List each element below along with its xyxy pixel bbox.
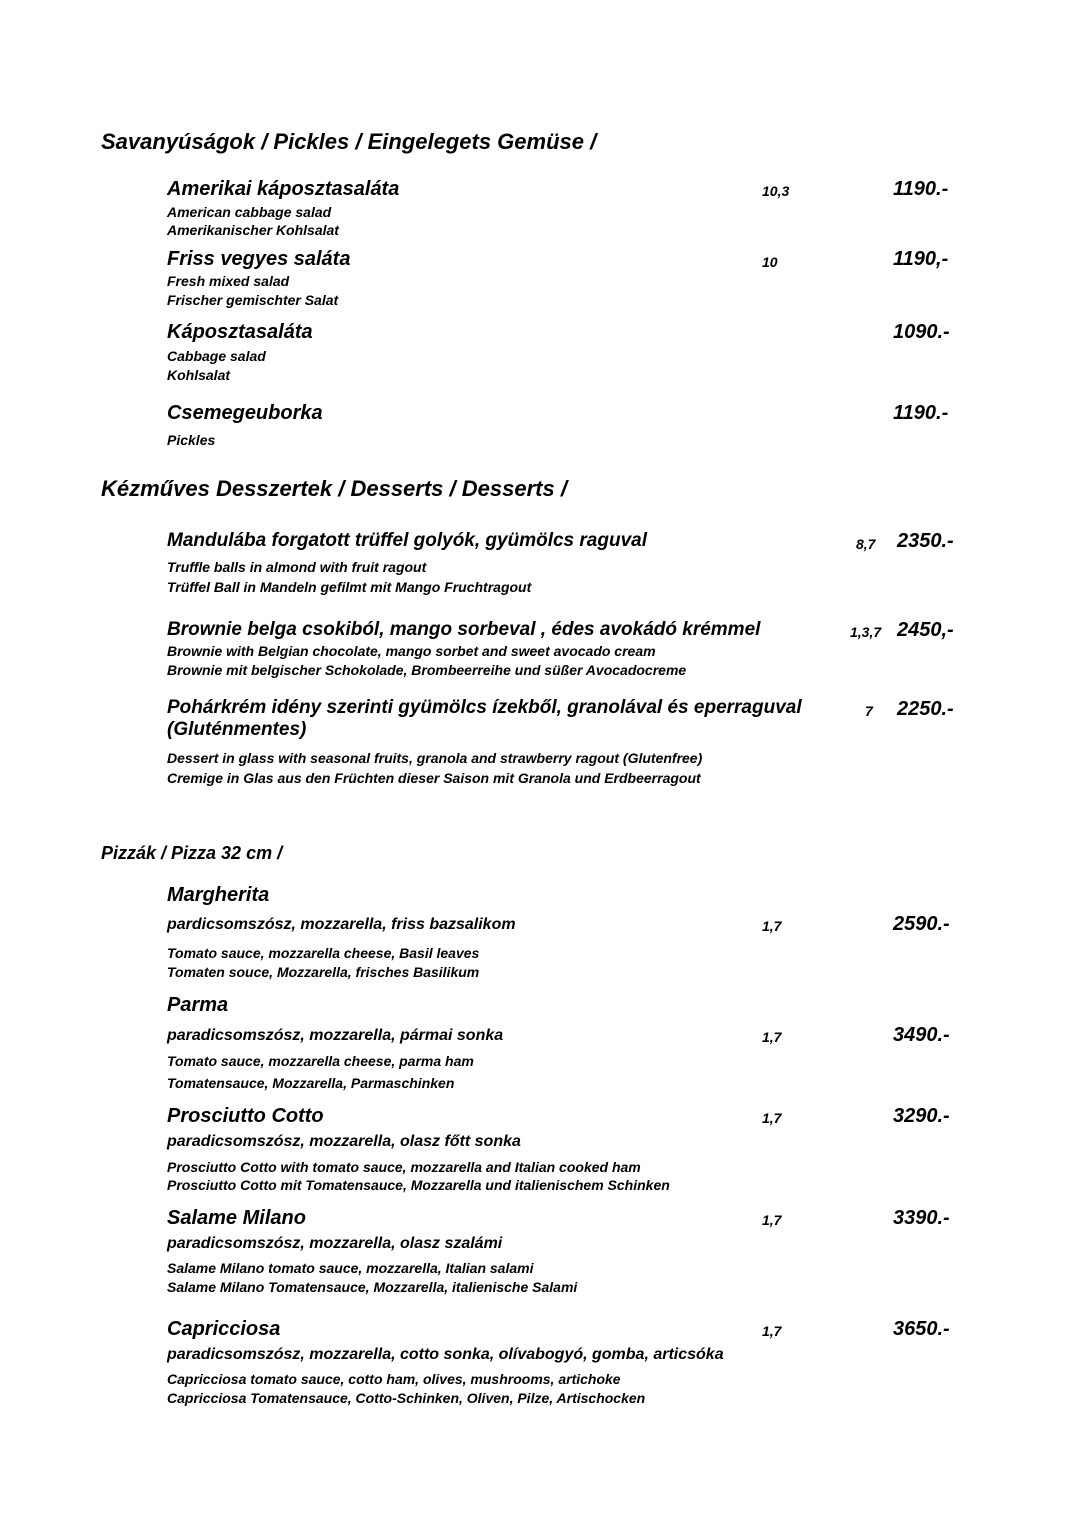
item-desc-de: Brownie mit belgischer Schokolade, Brombeerreihe und süßer Avocadocreme xyxy=(167,662,687,678)
price: 2350.- xyxy=(897,530,954,552)
allergen-codes: 1,7 xyxy=(762,1212,782,1228)
menu-item-name: Brownie belga csokiból, mango sorbeval , édes avokádó krémmel xyxy=(167,619,761,640)
section-title-desserts: Kézműves Desszertek / Desserts / Desserts / xyxy=(101,476,567,501)
section-title-pizza: Pizzák / Pizza 32 cm / xyxy=(101,843,283,863)
menu-item-name: Káposztasaláta xyxy=(167,321,313,343)
item-desc-de: Capricciosa Tomatensauce, Cotto-Schinken, Oliven, Pilze, Artischocken xyxy=(167,1390,646,1406)
price: 3650.- xyxy=(893,1318,950,1340)
item-desc-hu: paradicsomszósz, mozzarella, olasz főtt sonka xyxy=(167,1133,521,1150)
menu-item-name: Csemegeuborka xyxy=(167,402,323,424)
item-desc-en: Prosciutto Cotto with tomato sauce, mozzarella and Italian cooked ham xyxy=(167,1159,641,1175)
price: 1190.- xyxy=(893,178,949,200)
allergen-codes: 1,7 xyxy=(762,1029,782,1045)
section-title-pickles: Savanyúságok / Pickles / Eingelegets Gemüse / xyxy=(101,129,597,154)
price: 2590.- xyxy=(893,913,950,935)
price: 3390.- xyxy=(893,1207,950,1229)
allergen-codes: 10,3 xyxy=(762,183,790,199)
item-desc-de: Cremige in Glas aus den Früchten dieser Saison mit Granola und Erdbeerragout xyxy=(167,770,701,786)
price: 1090.- xyxy=(893,321,950,343)
item-desc-en: Truffle balls in almond with fruit ragout xyxy=(167,559,427,575)
item-desc-de: Amerikanischer Kohlsalat xyxy=(167,222,339,238)
item-desc-de: Tomaten souce, Mozzarella, frisches Basilikum xyxy=(167,964,480,980)
allergen-codes: 1,7 xyxy=(762,1110,782,1126)
item-desc-de: Prosciutto Cotto mit Tomatensauce, Mozzarella und italienischem Schinken xyxy=(167,1177,670,1193)
item-desc-en: Tomato sauce, mozzarella cheese, parma ham xyxy=(167,1053,474,1069)
item-desc-en: Tomato sauce, mozzarella cheese, Basil leaves xyxy=(167,945,480,961)
menu-item-name: Amerikai káposztasaláta xyxy=(167,178,400,200)
menu-item-name: Margherita xyxy=(167,884,270,906)
item-desc-hu: pardicsomszósz, mozzarella, friss bazsalikom xyxy=(167,916,516,933)
allergen-codes: 1,7 xyxy=(762,1323,782,1339)
menu-item-name: Salame Milano xyxy=(167,1207,306,1229)
item-desc-en: Fresh mixed salad xyxy=(167,273,290,289)
price: 2450,- xyxy=(897,619,954,641)
price: 1190.- xyxy=(893,402,949,424)
item-desc-en: Dessert in glass with seasonal fruits, granola and strawberry ragout (Glutenfree) xyxy=(167,750,703,766)
allergen-codes: 10 xyxy=(762,254,778,270)
item-desc-de: Tomatensauce, Mozzarella, Parmaschinken xyxy=(167,1075,455,1091)
allergen-codes: 1,7 xyxy=(762,918,782,934)
menu-item-name: Pohárkrém idény szerinti gyümölcs ízekből, granolával és eperraguval (Gluténmentes) xyxy=(167,697,802,740)
item-desc-en: Pickles xyxy=(167,432,216,448)
item-desc-en: Brownie with Belgian chocolate, mango sorbet and sweet avocado cream xyxy=(167,643,656,659)
price: 3490.- xyxy=(893,1024,950,1046)
menu-item-name: Capricciosa xyxy=(167,1318,281,1340)
allergen-codes: 1,3,7 xyxy=(850,624,882,640)
price: 1190,- xyxy=(893,248,949,270)
price: 2250.- xyxy=(897,698,954,720)
menu-item-name: Friss vegyes saláta xyxy=(167,248,351,270)
allergen-codes: 8,7 xyxy=(856,536,876,552)
menu-item-name: Prosciutto Cotto xyxy=(167,1105,324,1127)
item-desc-en: American cabbage salad xyxy=(167,204,332,220)
item-desc-en: Cabbage salad xyxy=(167,348,266,364)
item-desc-hu: paradicsomszósz, mozzarella, olasz szalámi xyxy=(167,1235,503,1252)
item-desc-en: Capricciosa tomato sauce, cotto ham, olives, mushrooms, artichoke xyxy=(167,1371,621,1387)
menu-item-name: Parma xyxy=(167,994,229,1016)
item-desc-hu: paradicsomszósz, mozzarella, cotto sonka, olívabogyó, gomba, articsóka xyxy=(167,1346,724,1363)
item-desc-de: Salame Milano Tomatensauce, Mozzarella, italienische Salami xyxy=(167,1279,578,1295)
item-desc-de: Kohlsalat xyxy=(167,367,231,383)
item-desc-en: Salame Milano tomato sauce, mozzarella, Italian salami xyxy=(167,1260,534,1276)
price: 3290.- xyxy=(893,1105,950,1127)
item-desc-de: Trüffel Ball in Mandeln gefilmt mit Mango Fruchtragout xyxy=(167,579,532,595)
allergen-codes: 7 xyxy=(865,703,873,719)
item-desc-hu: paradicsomszósz, mozzarella, pármai sonka xyxy=(167,1027,504,1044)
menu-item-name: Mandulába forgatott trüffel golyók, gyümölcs raguval xyxy=(167,530,647,551)
item-desc-de: Frischer gemischter Salat xyxy=(167,292,339,308)
